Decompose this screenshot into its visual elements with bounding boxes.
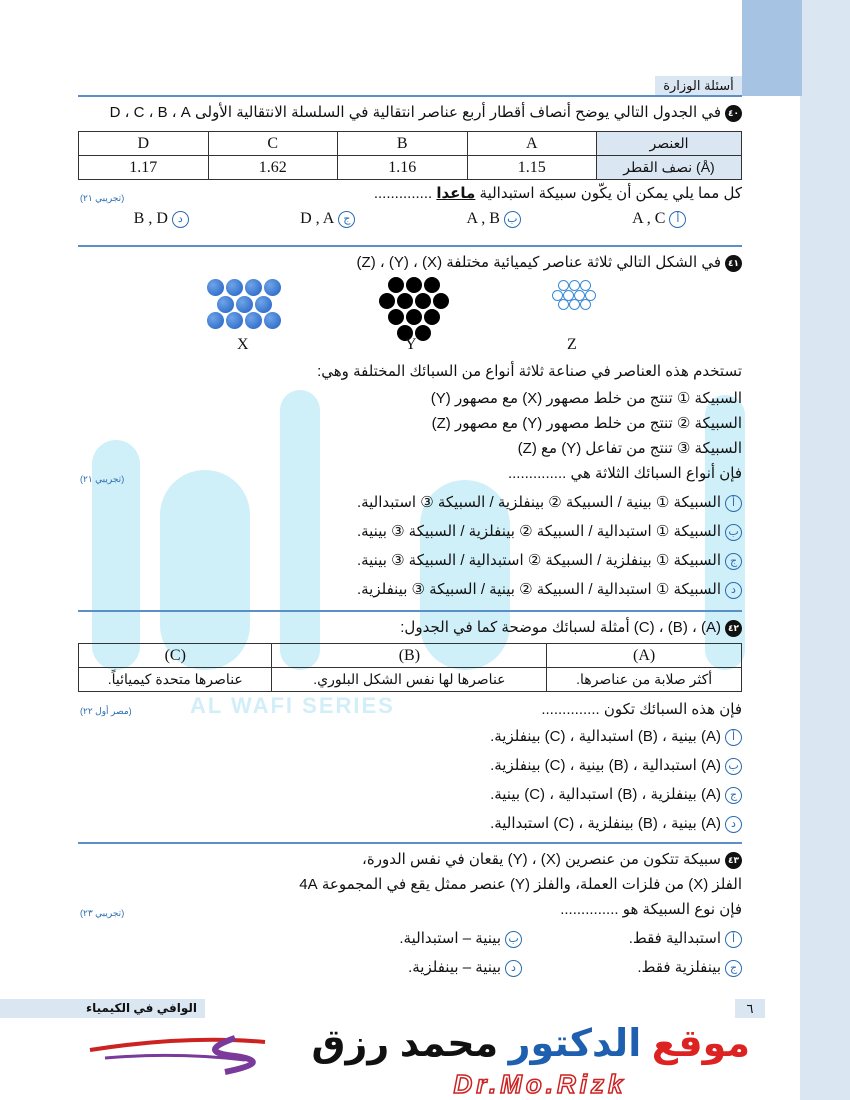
atom [580, 299, 591, 310]
question-number: ٤١ [725, 255, 742, 272]
question-number: ٤٣ [725, 852, 742, 869]
question-number: ٤٠ [725, 105, 742, 122]
row-header: العنصر [597, 132, 742, 156]
column-header: (B) [272, 644, 547, 668]
alloy-item: السبيكة ③ تنتج من تفاعل (Y) مع (Z) [517, 440, 742, 457]
question-text: في الجدول التالي يوضح أنصاف أقطار أربع عناصر انتقالية في السلسلة الانتقالية الأولى D ، C ، B ، A [109, 104, 721, 121]
option-text: (A) بينية ، (B) استبدالية ، (C) بينفلزية. [490, 728, 721, 745]
question-number: ٤٢ [725, 620, 742, 637]
option-text: A , C [632, 210, 666, 227]
option-label: ب [725, 524, 742, 541]
option-label: ج [725, 960, 742, 977]
atom [225, 278, 244, 297]
page-number: ٦ [735, 999, 765, 1018]
option-a[interactable] [357, 488, 742, 517]
atom [405, 308, 423, 326]
atom [225, 311, 244, 330]
option-text: بينية – بينفلزية. [408, 959, 501, 976]
option-label: ب [505, 931, 522, 948]
logo-word: الدكتور [508, 1023, 642, 1065]
cell: 1.17 [79, 156, 209, 180]
atom [206, 311, 225, 330]
watermark [160, 470, 250, 670]
option-text: بينية – استبدالية. [399, 930, 501, 947]
header-tab [742, 0, 802, 96]
option-text: استبدالية فقط. [628, 930, 721, 947]
watermark-latin: AL WAFI SERIES [190, 693, 395, 718]
option-label: د [725, 816, 742, 833]
divider [78, 95, 742, 97]
site-logo-text [290, 1022, 750, 1066]
option-text: السبيكة ① استبدالية / السبيكة ② بينية / السبيكة ③ بينفلزية. [356, 581, 721, 598]
q42-options [490, 722, 742, 838]
option-label: د [725, 582, 742, 599]
atom [558, 299, 569, 310]
option-c[interactable] [300, 210, 355, 228]
question-43 [362, 850, 742, 870]
option-a[interactable] [632, 210, 686, 228]
blank: .............. [373, 185, 433, 202]
atom [423, 308, 441, 326]
row-header: نصف القطر (Å) [597, 156, 742, 180]
option-text: السبيكة ① بينفلزية / السبيكة ② استبدالية / السبيكة ③ بينية. [356, 552, 721, 569]
alloy-list [431, 386, 742, 461]
option-label: ج [725, 787, 742, 804]
option-label: ب [504, 211, 521, 228]
q40-prompt [374, 184, 742, 204]
cell: D [79, 132, 209, 156]
option-label: أ [725, 495, 742, 512]
label-z: Z [567, 336, 577, 353]
cell: عناصرها لها نفس الشكل البلوري. [272, 668, 547, 692]
cell: B [338, 132, 468, 156]
atom [569, 299, 580, 310]
atom [387, 308, 405, 326]
section-title: أسئلة الوزارة [655, 76, 742, 96]
q40-options [78, 210, 742, 228]
option-c[interactable] [522, 953, 742, 982]
prompt-text: فإن أنواع السبائك الثلاثة هي .............. [507, 465, 742, 482]
prompt-text: فإن نوع السبيكة هو .............. [560, 901, 742, 918]
book-title: الوافي في الكيمياء [0, 999, 205, 1018]
atom [206, 278, 225, 297]
question-text: في الشكل التالي ثلاثة عناصر كيميائية مختلفة (X) ، (Y) ، (Z) [356, 254, 721, 271]
option-text: B , D [133, 210, 168, 227]
radius-table [78, 131, 742, 180]
option-label: ب [725, 758, 742, 775]
option-b[interactable] [302, 924, 522, 953]
logo-latin-text: Dr.Mo.Rizk [453, 1069, 627, 1099]
prompt-text: كل مما يلي يمكن أن يكّون سبيكة استبدالية [479, 185, 742, 202]
prompt-text: فإن هذه السبائك تكون .............. [541, 701, 742, 718]
label-y: Y [405, 336, 417, 353]
option-text: بينفلزية فقط. [637, 959, 721, 976]
cell: A [467, 132, 597, 156]
label-x: X [237, 336, 249, 353]
alloy-item: السبيكة ② تنتج من خلط مصهور (Y) مع مصهور (Z) [431, 415, 742, 432]
cell: أكثر صلابة من عناصرها. [547, 668, 742, 692]
option-text: (A) بينفلزية ، (B) استبدالية ، (C) بينية. [490, 786, 721, 803]
option-a[interactable] [522, 924, 742, 953]
atom [396, 292, 414, 310]
divider [78, 842, 742, 844]
question-42 [400, 618, 742, 638]
option-label: أ [725, 729, 742, 746]
question-40 [110, 103, 742, 123]
source-tag: (تجريبي ٢٣) [80, 908, 125, 918]
logo-word: موقع [651, 1023, 750, 1065]
option-label: أ [669, 211, 686, 228]
question-41 [357, 253, 742, 273]
cell: 1.16 [338, 156, 468, 180]
atom [263, 278, 282, 297]
option-label: د [505, 960, 522, 977]
divider [78, 245, 742, 247]
column-header: (A) [547, 644, 742, 668]
question-text-2: الفلز (X) من فلزات العملة، والفلز (Y) عنصر ممثل يقع في المجموعة 4A [299, 876, 742, 893]
q41-options [357, 488, 742, 604]
atom [263, 311, 282, 330]
divider [78, 610, 742, 612]
option-label: ج [725, 553, 742, 570]
option-d[interactable] [302, 953, 522, 982]
option-b[interactable] [467, 210, 521, 228]
prompt-emphasis: ماعدا [436, 185, 476, 202]
option-b[interactable] [357, 517, 742, 546]
intro-text: تستخدم هذه العناصر في صناعة ثلاثة أنواع من السبائك المختلفة وهي: [317, 363, 742, 380]
option-text: A , B [466, 210, 500, 227]
option-text: السبيكة ① بينية / السبيكة ② بينفلزية / السبيكة ③ استبدالية. [356, 494, 721, 511]
option-a[interactable] [490, 722, 742, 751]
atom [244, 278, 263, 297]
atom [378, 292, 396, 310]
q43-options [302, 924, 742, 982]
option-b[interactable] [490, 751, 742, 780]
atom [432, 292, 450, 310]
watermark [280, 390, 320, 670]
option-text: (A) استبدالية ، (B) بينية ، (C) بينفلزية. [490, 757, 721, 774]
option-d[interactable] [357, 575, 742, 604]
question-text: (A) ، (B) ، (C) أمثلة لسبائك موضحة كما في الجدول: [400, 619, 721, 636]
atom [414, 292, 432, 310]
option-label: ج [338, 211, 355, 228]
side-stripe [800, 0, 850, 1100]
option-text: السبيكة ① استبدالية / السبيكة ② بينفلزية / السبيكة ③ بينية. [356, 523, 721, 540]
atom [244, 311, 263, 330]
option-c[interactable] [490, 780, 742, 809]
cell: عناصرها متحدة كيميائياً. [79, 668, 272, 692]
option-d[interactable] [134, 210, 189, 228]
logo-word: محمد رزق [311, 1023, 499, 1065]
cell: 1.62 [208, 156, 338, 180]
source-tag: (مصر أول ٢٢) [80, 706, 132, 716]
option-label: د [172, 211, 189, 228]
option-text: D , A [300, 210, 335, 227]
question-text: سبيكة تتكون من عنصرين (X) ، (Y) يقعان في نفس الدورة، [362, 851, 721, 868]
alloy-table [78, 643, 742, 692]
option-d[interactable] [490, 809, 742, 838]
option-c[interactable] [357, 546, 742, 575]
column-header: (C) [79, 644, 272, 668]
cell: C [208, 132, 338, 156]
option-text: (A) بينية ، (B) بينفلزية ، (C) استبدالية. [490, 815, 721, 832]
alloy-item: السبيكة ① تنتج من خلط مصهور (X) مع مصهور (Y) [430, 390, 742, 407]
source-tag: (تجريبي ٢١) [80, 193, 125, 203]
cell: 1.15 [467, 156, 597, 180]
option-label: أ [725, 931, 742, 948]
logo-s-icon [85, 1030, 275, 1075]
source-tag: (تجريبي ٢١) [80, 474, 125, 484]
